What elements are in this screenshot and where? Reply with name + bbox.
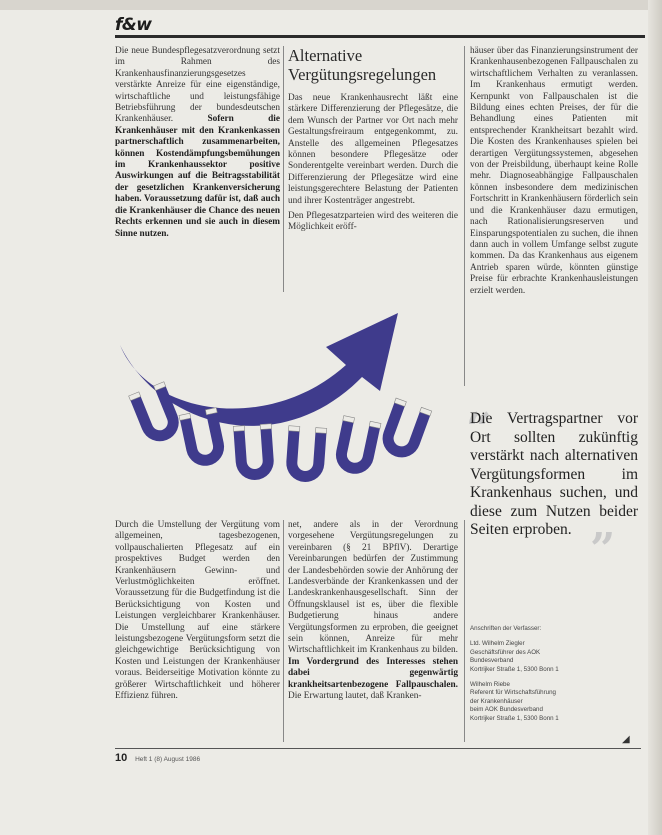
col2-bottom-tail: Die Erwartung lautet, daß Kranken- bbox=[288, 691, 422, 702]
imprint-line: beim AOK Bundesverband bbox=[470, 706, 543, 714]
column-2-top bbox=[288, 46, 458, 234]
col1-intro-bold: Sofern die Krankenhäuser mit den Krankenkassen partnerschaftlich zusammenarbeiten, können Kostendämpfungsbemühungen im Krankenhaussektor positive Auswirkungen auf die Beitragsstabilität der gesetzlichen Krankenversicherung haben. Voraussetzung dafür ist, daß auch die Krankenhäuser die Chance des neuen Rechts erkennen und sie auch in diesem Sinne nutzen. bbox=[115, 114, 280, 239]
horseshoe-magnet-icon bbox=[332, 416, 381, 478]
imprint-line: Kortrijker Straße 1, 5300 Bonn 1 bbox=[470, 665, 559, 673]
horseshoe-magnet-icon bbox=[377, 398, 432, 463]
col1-intro-normal: Die neue Bundespflegesatzverordnung setzt im Rahmen des Krankenhausfinanzierungsgesetzes verstärkte Anreize für eine eigenständige, wirtschaftliche und leistungsfähige Betriebsführung der bundesdeutschen Krankenhäuser. bbox=[115, 46, 280, 125]
column-1-top bbox=[115, 46, 280, 240]
illustration-shapes bbox=[120, 313, 432, 483]
col3-paragraph: häuser über das Finanzierungsinstrument der Krankenhausenbezogenen Fallpauschalen zu wirtschaftlichem Verhalten zu veranlassen. Im Krankenhaus ermutigt werden. Kernpunkt von Fallpauschalen ist die Bildung eines echten Preises, der für die Behandlung eines Patienten mit entsprechender Krankheitsart bezahlt wird. Die Kosten des Krankenhauses spielen bei derartigen Vergütungssystemen, abgesehen von der Preisbildung, überhaupt keine Rolle mehr. Diagnoseabhängige Fallpauschalen können insbesondere dem medizinischen Fortschritt in Krankenhäusern förderlich sein und die Krankenhäuser dazu ermutigen, nach Rationalisierungsreserven und Einsparungspotentialen zu suchen, die ihnen dann auch in vollem Umfange selbst zugute kommen. Da das Krankenhaus aus eigenem Antrieb sparen würde, könnten günstige Preise für erbrachte Krankenhausleistungen erzielt werden. bbox=[470, 46, 638, 296]
imprint-line: Ltd. Wilhelm Ziegler bbox=[470, 640, 525, 648]
section-heading: Alternative Vergütungsregelungen bbox=[288, 46, 437, 84]
column-2-bottom bbox=[288, 520, 458, 703]
col1-bottom-paragraph: Durch die Umstellung der Vergütung vom allgemeinen, tagesbezogenen, vollpauschalierten Pflegesatz auf ein prospektives Budget werden den Krankenhäusern Gewinn- und Verlustmöglichkeiten eröffnet. Voraussetzung für die Budgetfindung ist die Berücksichtigung von Kosten und Leistungen vergleichbarer Krankenhäuser. Die Umstellung auf eine stärkere leistungsbezogene Vergütungsform setzt die gleichgewichtige Berücksichtigung von Kosten und Leistungen der Krankenhäuser voraus. Beiderseitige Motivation könnte zu größerer Wirtschaftlichkeit und höherer Effizienz führen. bbox=[115, 520, 280, 702]
horseshoe-magnet-icon bbox=[129, 382, 185, 447]
scan-edge-right bbox=[648, 0, 662, 835]
footer-rule bbox=[115, 748, 641, 749]
column-1-bottom bbox=[115, 520, 280, 703]
magnet-pole-cap bbox=[233, 426, 244, 432]
magnet-body bbox=[285, 430, 326, 484]
col1-intro-paragraph bbox=[115, 46, 280, 240]
curved-arrow-icon bbox=[120, 313, 398, 426]
magnet-pole-cap bbox=[289, 426, 300, 432]
page-footer bbox=[115, 752, 200, 764]
imprint-line: der Krankenhäuser bbox=[470, 697, 523, 705]
magnet-body bbox=[234, 428, 275, 482]
column-rule bbox=[464, 520, 465, 742]
pull-quote: Die Vertragspartner vor Ort sollten zukünftig verstärkt nach alternativen Vergütungsformen im Krankenhaus suchen, und diese zum Nutzen beider Seiten erproben. bbox=[470, 410, 638, 538]
magazine-logo: f&w bbox=[115, 15, 152, 35]
scan-edge-top bbox=[0, 0, 662, 10]
imprint-line: Wilhelm Riebe bbox=[470, 681, 510, 689]
column-rule bbox=[283, 520, 284, 742]
imprint-line: Kortrijker Straße 1, 5300 Bonn 1 bbox=[470, 714, 559, 722]
issue-line: Heft 1 (8) August 1986 bbox=[135, 756, 201, 763]
magnet-pole-cap bbox=[315, 428, 326, 434]
end-mark-icon: ◢ bbox=[622, 734, 630, 745]
horseshoe-magnet-icon bbox=[285, 426, 327, 484]
arrow-magnets-illustration bbox=[108, 295, 468, 517]
magnet-pole-cap bbox=[260, 424, 271, 430]
quote-open-icon: “ bbox=[466, 404, 492, 455]
column-rule bbox=[283, 46, 284, 292]
col2-bottom-paragraph bbox=[288, 520, 458, 703]
column-3-top bbox=[470, 46, 638, 297]
imprint-heading: Anschriften der Verfasser: bbox=[470, 625, 542, 632]
col2-bottom-bold: Im Vordergrund des Interesses stehen dabei gegenwärtig krankheitsartenbezogene Fallpauschalen. bbox=[288, 656, 458, 690]
col2-bottom-normal: net, andere als in der Verordnung vorgesehene Vergütungsregelungen zu vereinbaren (§ 21 BPflV). Derartige Vereinbarungen bedürfen der Zustimmung der Landesbehörden sowie der Anhörung der Landesverbände der Krankenkassen und der Landeskrankenhausgesellschaft. Sinn der Öffnungsklausel ist es, über die flexible Budgetierung hinaus andere Vergütungsformen zu erproben, die geeignet sein können, Anreize für mehr Wirtschaftlichkeit im Krankenhaus zu bilden. bbox=[288, 520, 458, 656]
col2-paragraph-2: Den Pflegesatzparteien wird des weiteren die Möglichkeit eröff- bbox=[288, 211, 458, 233]
magnet-body bbox=[332, 420, 380, 478]
header-rule bbox=[115, 35, 645, 38]
imprint-line: Referent für Wirtschaftsführung bbox=[470, 689, 556, 697]
author-imprint bbox=[470, 625, 638, 723]
col2-paragraph-1: Das neue Krankenhausrecht läßt eine stärkere Differenzierung der Pflegesätze, die dem Wunsch der Partner vor Ort nach mehr Gestaltungsfreiraum entgegenkommt, zu. Anstelle des allgemeinen Pflegesatzes können besondere Pflegesätze oder Sonderentgelte vereinbart werden. Durch die Differenzierung der Pflegesätze wird eine leistungsgerechtere Belastung der Patienten und ihrer Kostenträger angestrebt. bbox=[288, 93, 458, 206]
imprint-line: Bundesverband bbox=[470, 657, 514, 665]
horseshoe-magnet-icon bbox=[233, 424, 275, 482]
page-number: 10 bbox=[115, 752, 128, 764]
imprint-line: Geschäftsführer des AOK bbox=[470, 648, 541, 656]
quote-close-icon: ” bbox=[590, 524, 616, 575]
